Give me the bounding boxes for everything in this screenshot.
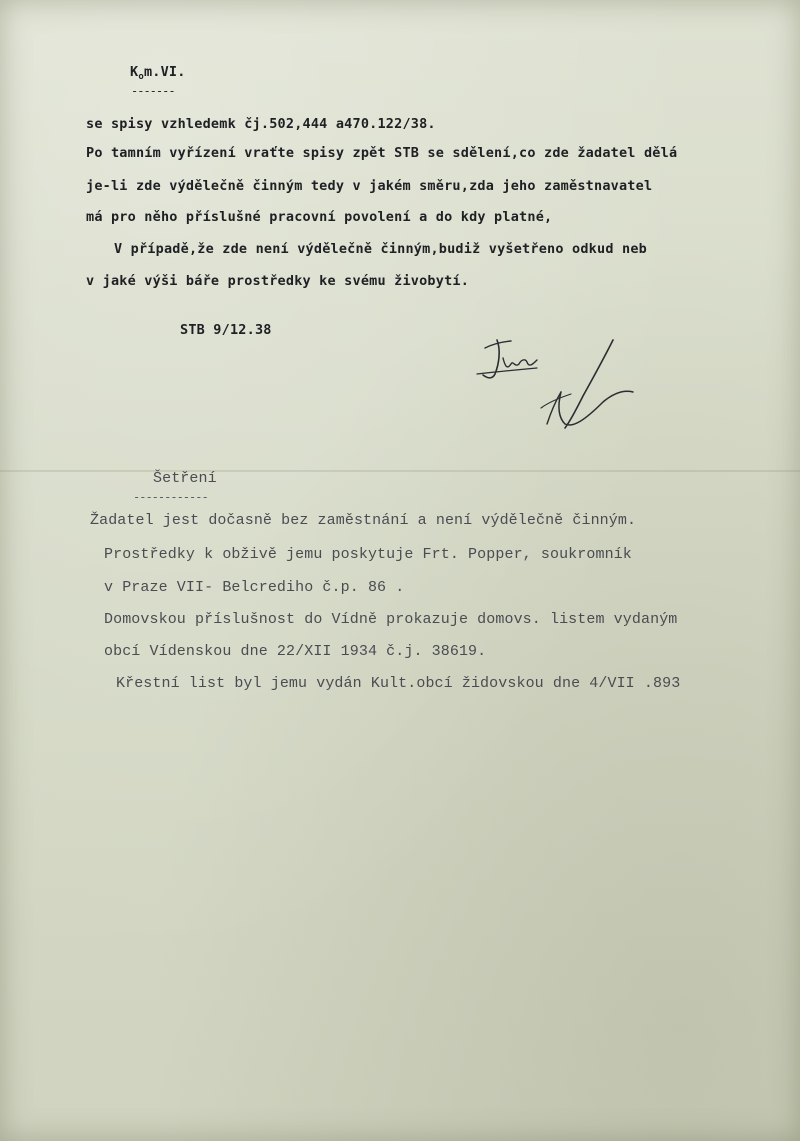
investigation-line-6: Křestní list byl jemu vydán Kult.obcí židovskou dne 4/VII .893 <box>116 675 681 692</box>
request-date-line: STB 9/12.38 <box>180 322 272 338</box>
request-line-1: se spisy vzhledemk čj.502,444 a470.122/38. <box>86 116 436 132</box>
office-reference <box>130 64 186 82</box>
office-reference-sub: o <box>138 72 144 82</box>
request-line-4: má pro něho příslušné pracovní povolení a do kdy platné, <box>86 209 553 225</box>
investigation-heading: Šetření <box>153 470 217 487</box>
handwritten-signature <box>475 328 640 438</box>
office-reference-underline: ------- <box>131 84 175 98</box>
investigation-line-4: Domovskou příslušnost do Vídně prokazuje domovs. listem vydaným <box>104 611 678 628</box>
investigation-line-2: Prostředky k obživě jemu poskytuje Frt. Popper, soukromník <box>104 546 632 563</box>
request-line-5: V případě,že zde není výdělečně činným,budiž vyšetřeno odkud neb <box>114 241 647 257</box>
investigation-line-1: Žadatel jest dočasně bez zaměstnání a není výdělečně činným. <box>90 512 637 529</box>
investigation-line-3: v Praze VII- Belcrediho č.p. 86 . <box>104 579 405 596</box>
paper-fold-line <box>0 470 800 472</box>
request-line-6: v jaké výši báře prostředky ke svému živobytí. <box>86 273 470 289</box>
investigation-line-5: obcí Vídenskou dne 22/XII 1934 č.j. 38619. <box>104 643 487 660</box>
investigation-heading-underline: ------------ <box>133 490 208 504</box>
office-reference-rest: m.VI. <box>143 64 186 80</box>
office-reference-main: K <box>130 64 139 80</box>
request-line-2: Po tamním vyřízení vraťte spisy zpět STB se sdělení,co zde žadatel dělá <box>86 145 678 161</box>
request-line-3: je-li zde výdělečně činným tedy v jakém směru,zda jeho zaměstnavatel <box>86 178 653 194</box>
